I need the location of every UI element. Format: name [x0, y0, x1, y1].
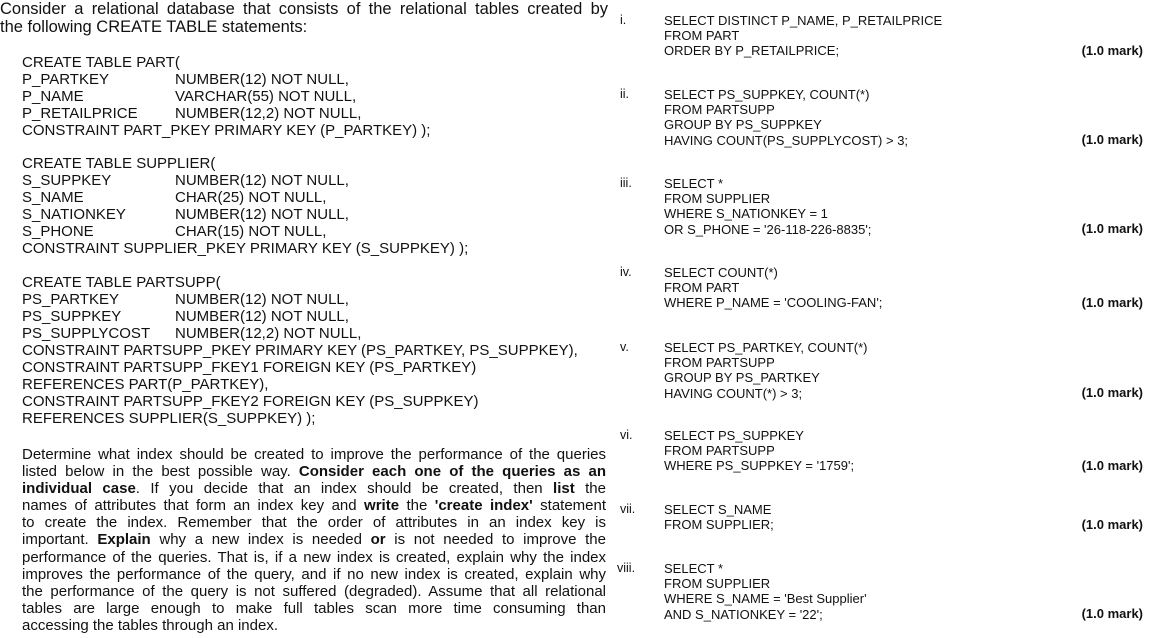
instructions-line: to create the index. Remember that the order of attributes in an index key is: [22, 514, 606, 532]
query-line: FROM SUPPLIER: [664, 191, 771, 207]
query-sql: [664, 13, 942, 59]
instructions-line: individual case. If you decide that an index should be created, then list the: [22, 480, 606, 498]
query-mark: (1.0 mark): [1081, 295, 1143, 310]
query-sql: [664, 428, 854, 474]
query-number: iii.: [620, 176, 632, 190]
query-sql: [664, 87, 908, 148]
instructions-line: tables are large enough to make full tables scan more time consuming than: [22, 599, 606, 617]
query-line: FROM SUPPLIER: [664, 576, 771, 592]
query-line: HAVING COUNT(*) > 3;: [664, 385, 803, 401]
query-sql: [664, 176, 871, 237]
instructions-line: important. Explain why a new index is needed or is not needed to improve the: [22, 531, 606, 549]
query-line: FROM PART: [664, 280, 740, 296]
intro-line: the following CREATE TABLE statements:: [0, 18, 308, 36]
query-line: OR S_PHONE = '26-118-226-8835';: [664, 221, 872, 237]
query-line: FROM PARTSUPP: [664, 443, 775, 459]
instructions-line: improves the performance of the query, and if no new index is created, explain why: [22, 565, 606, 583]
query-sql: [664, 561, 867, 622]
query-line: FROM SUPPLIER;: [664, 517, 774, 533]
query-sql: [664, 265, 882, 311]
query-line: WHERE P_NAME = 'COOLING-FAN';: [664, 295, 883, 311]
query-line: ORDER BY P_RETAILPRICE;: [664, 43, 840, 59]
query-line: WHERE S_NATIONKEY = 1: [664, 206, 828, 222]
query-line: SELECT DISTINCT P_NAME, P_RETAILPRICE: [664, 13, 943, 28]
instructions-line: performance of the queries. That is, if a new index is created, explain why the index: [22, 548, 606, 566]
query-number: vi.: [620, 428, 633, 442]
instructions-paragraph: [22, 446, 606, 634]
query-number: v.: [620, 340, 629, 354]
query-sql: [664, 502, 774, 532]
query-line: SELECT PS_SUPPKEY: [664, 428, 804, 443]
intro-text: [0, 0, 608, 36]
query-mark: (1.0 mark): [1081, 43, 1143, 58]
query-line: FROM PARTSUPP: [664, 355, 775, 371]
query-number: viii.: [617, 561, 636, 575]
query-number: vii.: [620, 502, 636, 516]
query-mark: (1.0 mark): [1081, 132, 1143, 147]
query-line: FROM PART: [664, 28, 740, 44]
query-line: SELECT COUNT(*): [664, 265, 778, 280]
query-mark: (1.0 mark): [1081, 385, 1143, 400]
query-line: SELECT *: [664, 561, 724, 576]
query-line: SELECT PS_SUPPKEY, COUNT(*): [664, 87, 870, 102]
instructions-line: accessing the tables through an index.: [22, 616, 279, 634]
query-mark: (1.0 mark): [1081, 606, 1143, 621]
query-line: WHERE S_NAME = 'Best Supplier': [664, 591, 867, 607]
instructions-line: Determine what index should be created to improve the performance of the queries: [22, 446, 606, 463]
query-line: SELECT PS_PARTKEY, COUNT(*): [664, 340, 868, 355]
query-line: GROUP BY PS_PARTKEY: [664, 370, 820, 386]
query-number: iv.: [620, 265, 632, 279]
query-line: WHERE PS_SUPPKEY = '1759';: [664, 458, 855, 474]
query-number: i.: [620, 13, 627, 27]
instructions-line: listed below in the best possible way. Consider each one of the queries as an: [22, 463, 606, 481]
query-number: ii.: [620, 87, 630, 101]
query-line: AND S_NATIONKEY = '22';: [664, 606, 823, 622]
query-mark: (1.0 mark): [1081, 458, 1143, 473]
instructions-line: the performance of the query is not suffered (degraded). Assume that all relational: [22, 582, 606, 600]
query-mark: (1.0 mark): [1081, 221, 1143, 236]
intro-line: Consider a relational database that consists of the relational tables created by: [0, 0, 608, 18]
query-line: SELECT *: [664, 176, 724, 191]
query-line: HAVING COUNT(PS_SUPPLYCOST) > 3;: [664, 132, 909, 148]
instructions-line: names of attributes that form an index key and write the 'create index' statement: [22, 497, 607, 515]
query-line: FROM PARTSUPP: [664, 102, 775, 118]
query-sql: [664, 340, 868, 401]
query-line: SELECT S_NAME: [664, 502, 772, 517]
query-mark: (1.0 mark): [1081, 517, 1143, 532]
query-line: GROUP BY PS_SUPPKEY: [664, 117, 822, 133]
